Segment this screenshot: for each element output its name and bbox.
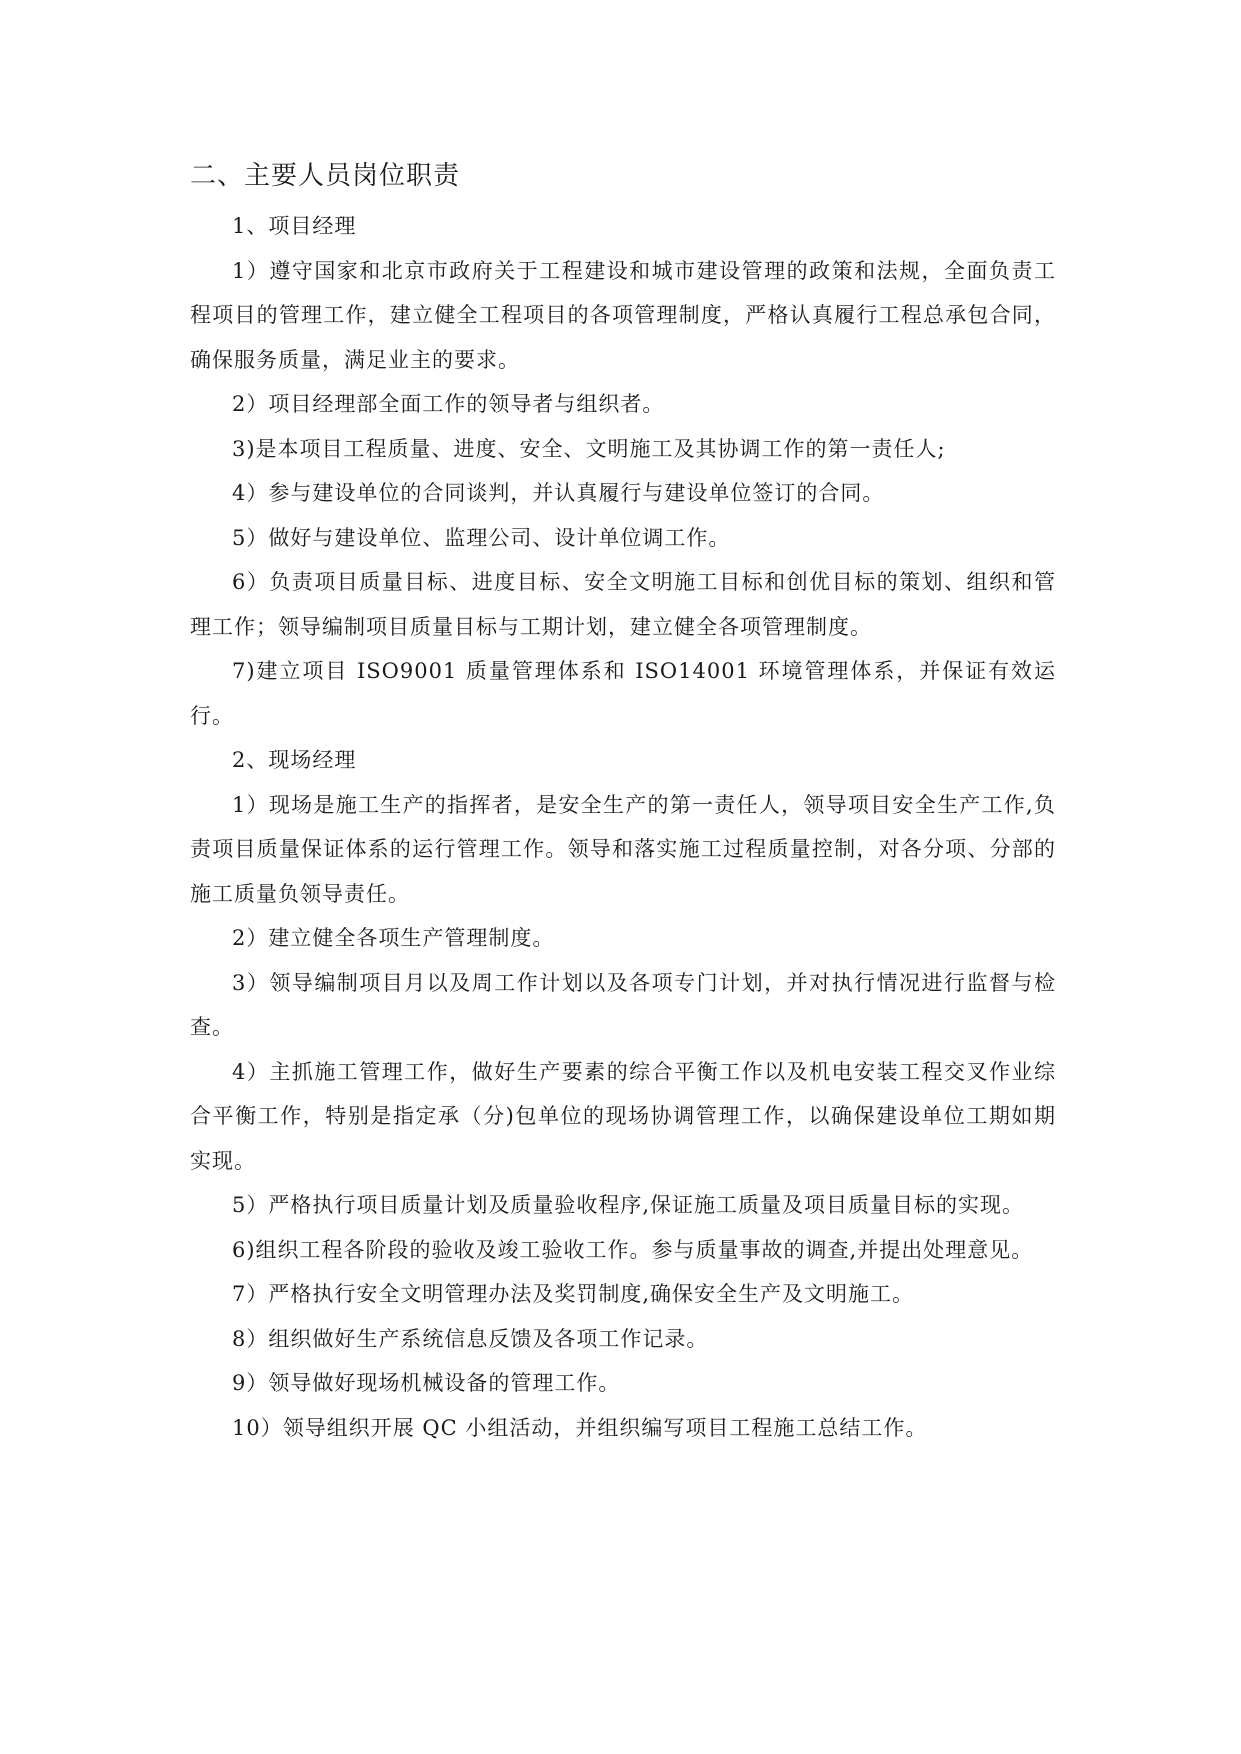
paragraph: 4）参与建设单位的合同谈判，并认真履行与建设单位签订的合同。 bbox=[232, 481, 885, 505]
document-body bbox=[190, 158, 1056, 1450]
paragraph: 1）现场是施工生产的指挥者，是安全生产的第一责任人，领导项目安全生产工作,负责项目质量保证体系的运行管理工作。领导和落实施工过程质量控制，对各分项、分部的施工质量负领导责任。 bbox=[190, 792, 1056, 906]
section-title: 2、现场经理 bbox=[232, 748, 357, 772]
paragraph: 6）负责项目质量目标、进度目标、安全文明施工目标和创优目标的策划、组织和管理工作；领导编制项目质量目标与工期计划，建立健全各项管理制度。 bbox=[190, 570, 1056, 639]
paragraph: 9）领导做好现场机械设备的管理工作。 bbox=[232, 1371, 621, 1395]
paragraph: 5）做好与建设单位、监理公司、设计单位调工作。 bbox=[232, 525, 731, 550]
paragraph: 6)组织工程各阶段的验收及竣工验收工作。参与质量事故的调查,并提出处理意见。 bbox=[232, 1237, 1034, 1262]
paragraph: 4）主抓施工管理工作，做好生产要素的综合平衡工作以及机电安装工程交叉作业综合平衡工作，特别是指定承（分)包单位的现场协调管理工作，以确保建设单位工期如期实现。 bbox=[190, 1059, 1056, 1173]
section-title: 1、项目经理 bbox=[232, 214, 357, 238]
paragraph: 3)是本项目工程质量、进度、安全、文明施工及其协调工作的第一责任人; bbox=[232, 436, 946, 461]
paragraph: 8）组织做好生产系统信息反馈及各项工作记录。 bbox=[232, 1326, 709, 1351]
paragraph: 5）严格执行项目质量计划及质量验收程序,保证施工质量及项目质量目标的实现。 bbox=[232, 1193, 1025, 1217]
paragraph: 3）领导编制项目月以及周工作计划以及各项专门计划，并对执行情况进行监督与检查。 bbox=[190, 970, 1056, 1039]
paragraph: 2）建立健全各项生产管理制度。 bbox=[232, 926, 555, 950]
page-heading: 二、主要人员岗位职责 bbox=[190, 161, 461, 191]
paragraph: 7)建立项目 ISO9001 质量管理体系和 ISO14001 环境管理体系，并保证有效运行。 bbox=[190, 659, 1056, 728]
paragraph: 1）遵守国家和北京市政府关于工程建设和城市建设管理的政策和法规，全面负责工程项目的管理工作，建立健全工程项目的各项管理制度，严格认真履行工程总承包合同，确保服务质量，满足业主的要求。 bbox=[190, 258, 1056, 372]
paragraph: 10）领导组织开展 QC 小组活动，并组织编写项目工程施工总结工作。 bbox=[232, 1415, 928, 1440]
paragraph: 7）严格执行安全文明管理办法及奖罚制度,确保安全生产及文明施工。 bbox=[232, 1282, 915, 1306]
paragraph: 2）项目经理部全面工作的领导者与组织者。 bbox=[232, 392, 665, 416]
paragraph-list bbox=[190, 204, 1056, 1450]
